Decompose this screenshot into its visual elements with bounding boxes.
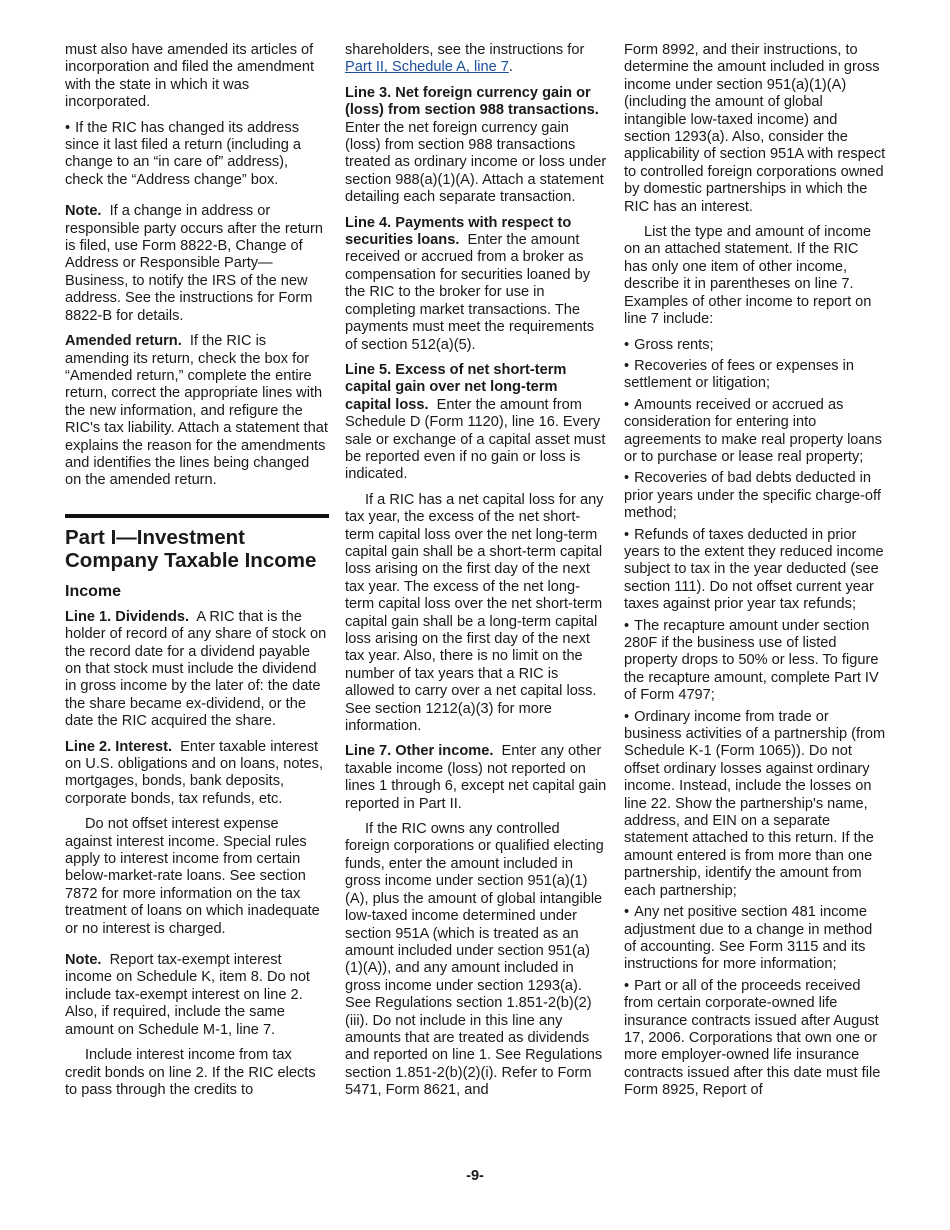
line3-label: Line 3. Net foreign currency gain or (loss) from section 988 transactions. <box>345 84 599 119</box>
paragraph-offset-interest: Do not offset interest expense against interest income. Special rules apply to interest income from certain below-market-rate loans. See section 7872 for more information on the tax treatment of loans on which inadequate or no interest is charged. <box>65 816 320 937</box>
amended-return-text: If the RIC is amending its return, check the box for “Amended return,” complete the entire return, correct the appropriate lines with the new information, and refigure the RIC's tax liability. Attach a statement that explains the reason for the amendments and identifies the lines being changed on the amended return. <box>65 333 328 489</box>
note-text: If a change in address or responsible party occurs after the return is filed, use Form 8822-B, Change of Address or Responsible Party—Business, to notify the IRS of the new address. See the instructions for Form 8822-B for details. <box>65 203 323 324</box>
amended-return-label: Amended return. <box>65 333 182 350</box>
line4-text: Enter the amount received or accrued from a broker as compensation for securities loaned by the RIC to the broker for use in completing market transactions. The payments must meet the requirements of section 512(a)(5). <box>345 232 595 353</box>
paragraph-net-capital-loss: If a RIC has a net capital loss for any tax year, the excess of the net short-term capital loss over the net long-term capital gain shall be a short-term capital loss arising on the first day of the next tax year. The excess of the net long-term capital loss over the net short-term capital gain shall be a long-term capital loss arising on the first day of the next tax year. Also, there is no limit on the number of tax years that a RIC is allowed to carry over a net capital loss. See section 1212(a)(3) for more information. <box>345 491 604 735</box>
paragraph-list-other-income: List the type and amount of income on an attached statement. If the RIC has only one item of other income, describe it in parentheses on line 7. Examples of other income to report on line 7 include: <box>624 224 872 328</box>
line2-text: Enter taxable interest on U.S. obligations and on loans, notes, mortgages, bonds, bank deposits, corporate bonds, tax refunds, etc. <box>65 738 323 807</box>
bullet-partnership-income: • Ordinary income from trade or business activities of a partnership (from Schedule K-1 (Form 1065)). Do not offset ordinary losses against ordinary income. Instead, include the losses on line 22. Show the partnership's name, address, and EIN on a separate statement attached to this return. If the amount entered is from more than one partnership, identify the amount from each partnership; <box>624 709 886 900</box>
line1-paragraph <box>65 609 329 731</box>
paragraph-controlled-foreign-corp: If the RIC owns any controlled foreign corporations or qualified electing funds, enter the amount included in gross income under section 951(a)(1)(A), plus the amount of global intangible low-taxed income determined under section 951A (which is treated as an amount included under section 951(a)(1)(A)), and any amount included in gross income under section 1293(a). See Regulations section 1.851-2(b)(2)(iii). Do not include in this line any amounts that are treated as dividends and reported on line 1. See Regulations section 1.851-2(b)(2)(i). Refer to Form 5471, Form 8621, and <box>345 821 604 1099</box>
line5-text: Enter the amount from Schedule D (Form 1120), line 16. Every sale or exchange of a capital asset must be reported even if no gain or loss is indicated. <box>345 396 606 483</box>
note-address <box>65 203 329 325</box>
note2-label: Note. <box>65 952 102 969</box>
paragraph-continuation: must also have amended its articles of incorporation and filed the amendment with the state in which it was incorporated. <box>65 42 315 111</box>
paragraph-continuation <box>345 42 607 77</box>
schedule-a-line7-link[interactable]: Part II, Schedule A, line 7 <box>345 59 509 76</box>
line3-paragraph <box>345 85 607 207</box>
bullet-address-change: • If the RIC has changed its address since it last filed a return (including a change to an “in care of” address), check the “Address change” box. <box>65 120 329 190</box>
section-rule <box>65 514 329 518</box>
paragraph-continuation: Form 8992, and their instructions, to determine the amount included in gross income under section 951(a)(1)(A) (including the amount of global intangible low-taxed income) and section 1293(a). Also, consider the applicability of section 951A with respect to controlled foreign corporations owned by domestic partnerships in which the RIC has an interest. <box>624 42 886 215</box>
line4-paragraph <box>345 215 607 354</box>
bullet-bad-debts: • Recoveries of bad debts deducted in prior years under the specific charge-off method; <box>624 470 886 522</box>
note-label: Note. <box>65 203 102 220</box>
part-heading: Part I—Investment Company Taxable Income <box>65 525 317 572</box>
bullet-tax-refunds: • Refunds of taxes deducted in prior years to the extent they reduced income subject to tax in the year deducted (see section 111). Do not offset current year taxes against prior year tax refunds; <box>624 527 886 614</box>
column-middle <box>345 42 607 1108</box>
amended-return-paragraph <box>65 333 329 490</box>
line7-label: Line 7. Other income. <box>345 743 494 760</box>
line5-label: Line 5. Excess of net short-term capital gain over net long-term capital loss. <box>345 361 567 413</box>
line7-paragraph <box>345 743 607 813</box>
column-left <box>65 42 329 1107</box>
line2-paragraph <box>65 739 329 809</box>
income-heading: Income <box>65 582 122 600</box>
bullet-life-insurance: • Part or all of the proceeds received from certain corporate-owned life insurance contracts issued after August 17, 2006. Corporations that own one or more employer-owned life insurance contracts issued after this date must file Form 8925, Report of <box>624 978 886 1100</box>
bullet-recoveries-fees: • Recoveries of fees or expenses in settlement or litigation; <box>624 358 886 393</box>
continuation-period: . <box>508 59 513 76</box>
page-number: -9- <box>466 1168 484 1184</box>
line5-paragraph <box>345 362 607 484</box>
note-tax-exempt <box>65 952 329 1039</box>
paragraph-tax-credit-bonds: Include interest income from tax credit bonds on line 2. If the RIC elects to pass through the credits to <box>65 1047 316 1098</box>
bullet-section-280f: • The recapture amount under section 280F if the business use of listed property drops to 50% or less. To figure the recapture amount, complete Part IV of Form 4797; <box>624 618 886 705</box>
line7-text: Enter any other taxable income (loss) not reported on lines 1 through 6, except net capital gain reported in Part II. <box>345 743 607 812</box>
continuation-text: shareholders, see the instructions for <box>345 42 585 58</box>
bullet-gross-rents: • Gross rents; <box>624 337 886 354</box>
line3-text: Enter the net foreign currency gain (loss) from section 988 transactions treated as ordinary income or loss under section 988(a)(1)(A). Attach a statement detailing each separate transaction. <box>345 119 607 206</box>
line2-label: Line 2. Interest. <box>65 738 173 755</box>
bullet-real-property-loans: • Amounts received or accrued as consideration for entering into agreements to make real property loans or to purchase or lease real property; <box>624 397 886 467</box>
bullet-section-481: • Any net positive section 481 income adjustment due to a change in method of accounting. See Form 3115 and its instructions for more information; <box>624 904 886 974</box>
note2-text: Report tax-exempt interest income on Schedule K, item 8. Do not include tax-exempt interest on line 2. Also, if required, include the same amount on Schedule M-1, line 7. <box>65 952 310 1038</box>
line1-text: A RIC that is the holder of record of any share of stock on the record date for a dividend payable on that stock must include the dividend in gross income by the later of: the date the share became ex-dividend, or the date the RIC acquired the share. <box>65 608 327 730</box>
line4-label: Line 4. Payments with respect to securities loans. <box>345 214 572 249</box>
line1-label: Line 1. Dividends. <box>65 608 190 625</box>
column-right <box>624 42 886 1104</box>
